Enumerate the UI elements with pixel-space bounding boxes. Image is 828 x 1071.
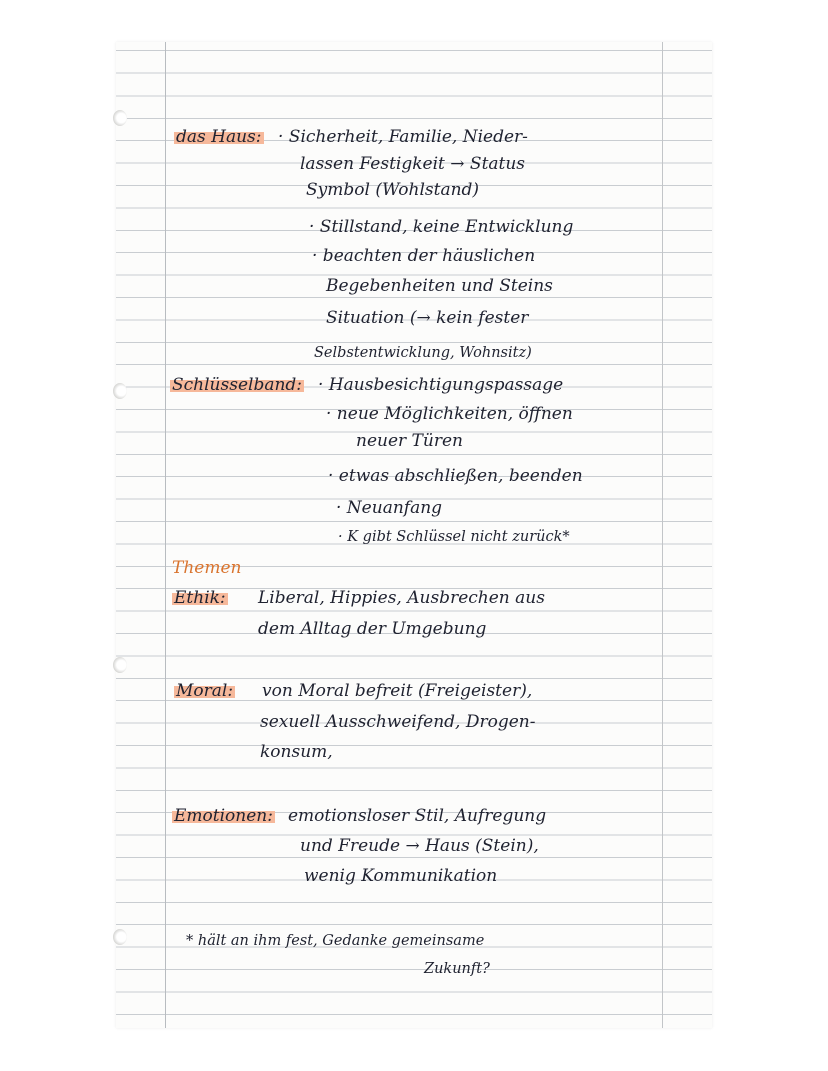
haus-line-4: · Stillstand, keine Entwicklung: [309, 217, 574, 237]
heading-schluesselband: Schlüsselband:: [172, 375, 303, 395]
themes-heading: Themen: [172, 558, 242, 578]
haus-line-6: Begebenheiten und Steins: [326, 276, 553, 296]
emotionen-line-2: und Freude → Haus (Stein),: [300, 836, 539, 856]
moral-line-1: von Moral befreit (Freigeister),: [262, 681, 533, 701]
haus-line-3: Symbol (Wohlstand): [306, 180, 480, 200]
label-ethik: Ethik:: [174, 588, 226, 608]
haus-line-7: Situation (→ kein fester: [326, 308, 529, 328]
schluessel-line-1: · Hausbesichtigungspassage: [318, 375, 564, 395]
binder-hole: [113, 110, 127, 126]
emotionen-line-3: wenig Kommunikation: [304, 866, 498, 886]
haus-line-2: lassen Festigkeit → Status: [300, 154, 526, 174]
schluessel-line-6: · K gibt Schlüssel nicht zurück*: [338, 529, 570, 545]
ethik-line-2: dem Alltag der Umgebung: [258, 619, 487, 639]
footnote-line-1: * hält an ihm fest, Gedanke gemeinsame: [186, 933, 485, 949]
margin-line: [165, 42, 166, 1028]
haus-line-1: · Sicherheit, Familie, Nieder-: [278, 127, 528, 147]
moral-line-3: konsum,: [260, 742, 333, 762]
footnote-line-2: Zukunft?: [424, 961, 490, 977]
label-emotionen: Emotionen:: [174, 806, 273, 826]
ethik-line-1: Liberal, Hippies, Ausbrechen aus: [258, 588, 545, 608]
moral-line-2: sexuell Ausschweifend, Drogen-: [260, 712, 536, 732]
label-moral: Moral:: [176, 681, 234, 701]
heading-das-haus: das Haus:: [176, 127, 262, 147]
binder-hole: [113, 929, 127, 945]
right-margin-line: [662, 42, 663, 1028]
schluessel-line-3: neuer Türen: [356, 431, 463, 451]
schluessel-line-2: · neue Möglichkeiten, öffnen: [326, 404, 573, 424]
emotionen-line-1: emotionsloser Stil, Aufregung: [288, 806, 547, 826]
binder-hole: [113, 657, 127, 673]
schluessel-line-4: · etwas abschließen, beenden: [328, 466, 583, 486]
haus-line-5: · beachten der häuslichen: [312, 246, 536, 266]
schluessel-line-5: · Neuanfang: [336, 498, 443, 518]
haus-line-8: Selbstentwicklung, Wohnsitz): [314, 345, 532, 361]
binder-hole: [113, 383, 127, 399]
